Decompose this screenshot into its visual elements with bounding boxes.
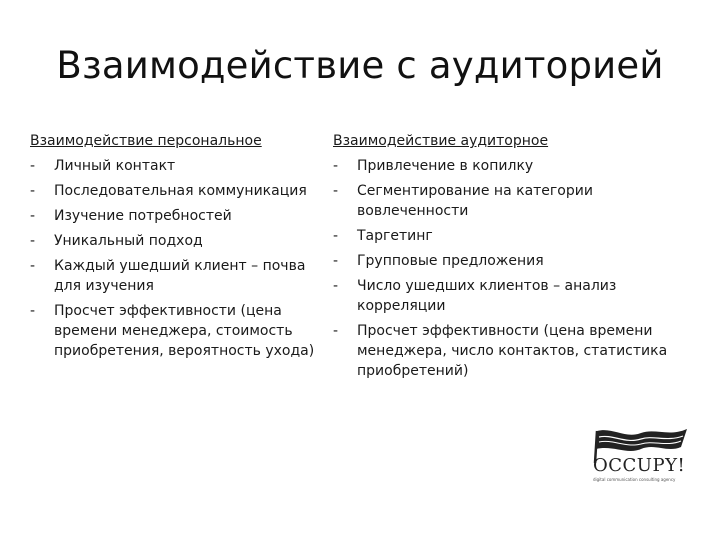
list-dash: -: [333, 183, 339, 199]
list-item: [30, 301, 330, 361]
slide-title: Взаимодействие с аудиторией: [56, 44, 664, 87]
list-item-text: Групповые предложения: [357, 253, 544, 269]
list-item: [333, 181, 693, 221]
left-column: [30, 131, 330, 361]
list-dash: -: [30, 183, 36, 199]
list-dash: -: [30, 158, 36, 174]
list-item-text: Просчет эффективности (цена времени менеджера, стоимость приобретения, вероятность ухода): [54, 303, 315, 359]
right-column-heading: Взаимодействие аудиторное: [333, 133, 549, 149]
list-item-text: Таргетинг: [357, 228, 433, 244]
left-column-heading: Взаимодействие персональное: [30, 133, 262, 149]
right-column: [333, 131, 693, 381]
list-item: [30, 256, 330, 296]
left-list: [30, 156, 330, 361]
list-item-text: Число ушедших клиентов – анализ корреляции: [357, 278, 617, 314]
list-item-text: Каждый ушедший клиент – почва для изучения: [54, 258, 306, 294]
list-item: [30, 231, 330, 251]
list-dash: -: [333, 278, 339, 294]
list-dash: -: [30, 208, 36, 224]
list-item-text: Изучение потребностей: [54, 208, 232, 224]
list-item: [30, 206, 330, 226]
list-dash: -: [333, 228, 339, 244]
list-item: [333, 251, 693, 271]
list-item: [30, 156, 330, 176]
list-item-text: Сегментирование на категории вовлеченности: [357, 183, 593, 219]
list-dash: -: [333, 253, 339, 269]
list-dash: -: [30, 258, 36, 274]
list-dash: -: [333, 323, 339, 339]
logo-tagline: digital communication consulting agency: [593, 477, 676, 482]
list-item: [333, 226, 693, 246]
list-item-text: Привлечение в копилку: [357, 158, 534, 174]
list-item-text: Последовательная коммуникация: [54, 183, 307, 199]
list-item: [333, 276, 693, 316]
list-item-text: Уникальный подход: [54, 233, 203, 249]
list-item-text: Личный контакт: [54, 158, 176, 174]
occupy-logo: [583, 425, 691, 485]
right-list: [333, 156, 693, 381]
list-item: [333, 321, 693, 381]
list-item: [333, 156, 693, 176]
list-dash: -: [30, 303, 36, 319]
list-dash: -: [333, 158, 339, 174]
logo-wordmark: OCCUPY!: [593, 455, 686, 476]
list-item: [30, 181, 330, 201]
list-dash: -: [30, 233, 36, 249]
list-item-text: Просчет эффективности (цена времени менеджера, число контактов, статистика приобретений): [357, 323, 668, 379]
